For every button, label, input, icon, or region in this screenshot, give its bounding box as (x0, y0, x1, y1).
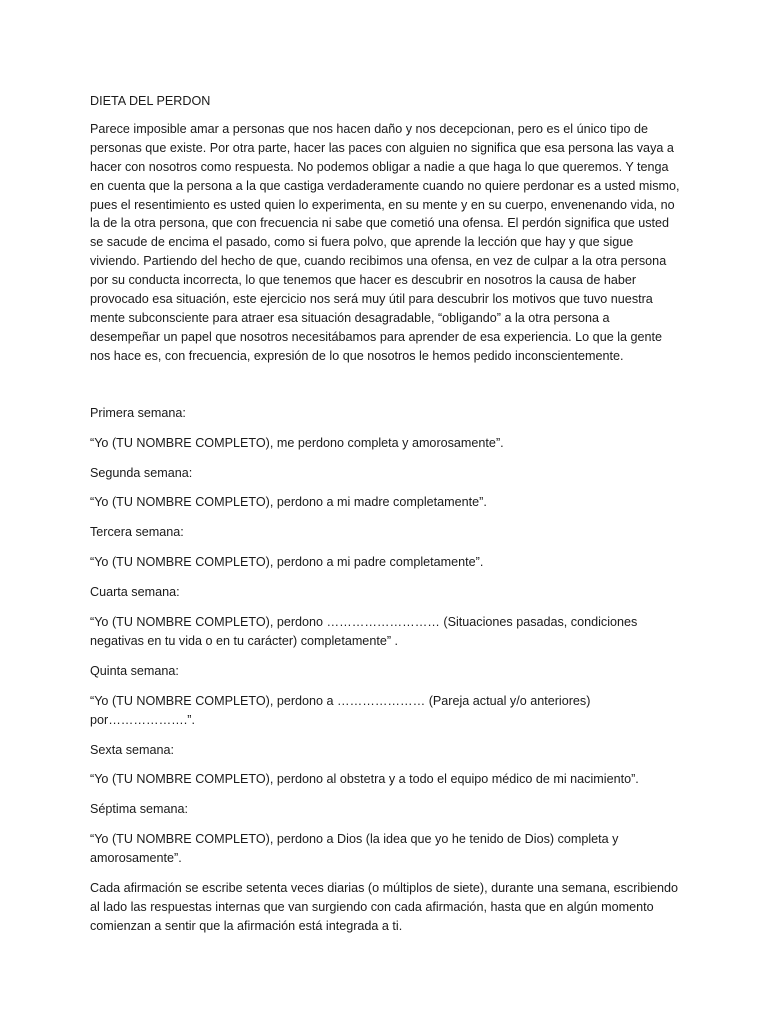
document-page (90, 92, 680, 936)
week-affirmation: “Yo (TU NOMBRE COMPLETO), perdono a mi padre completamente”. (90, 555, 484, 570)
weeks-list (90, 404, 680, 868)
week-label: Quinta semana: (90, 663, 179, 678)
week-6 (90, 741, 680, 790)
week-3 (90, 523, 680, 572)
week-5 (90, 662, 680, 730)
week-affirmation: “Yo (TU NOMBRE COMPLETO), perdono a Dios (la idea que yo he tenido de Dios) completa y amorosamente”. (90, 832, 619, 866)
week-affirmation: “Yo (TU NOMBRE COMPLETO), perdono al obstetra y a todo el equipo médico de mi nacimiento”. (90, 772, 639, 787)
week-label: Primera semana: (90, 405, 186, 420)
document-title: DIETA DEL PERDON (90, 94, 211, 108)
week-label: Sexta semana: (90, 742, 175, 757)
week-4 (90, 583, 680, 651)
intro-paragraph: Parece imposible amar a personas que nos hacen daño y nos decepcionan, pero es el único tipo de personas que existe. Por otra parte, hacer las paces con alguien no significa que esa persona las vaya a hacer con nosotros como respuesta. No podemos obligar a nadie a que haga lo que queremos. Y tenga en cuenta que la persona a la que castiga verdaderamente cuando no quiere perdonar es a usted mismo, pues el resentimiento es usted quien lo experimenta, en su mente y en su cuerpo, envenenando vida, no la de la otra persona, que con frecuencia ni sabe que cometió una ofensa. El perdón significa que usted se sacude de encima el pasado, como si fuera polvo, que aprende la lección que hay y que sigue viviendo. Partiendo del hecho de que, cuando recibimos una ofensa, en vez de culpar a la otra persona por su conducta incorrecta, lo que tenemos que hacer es descubrir en nosotros la causa de haber provocado esa situación, este ejercicio nos será muy útil para descubrir los motivos que tuvo nuestra mente subconsciente para atraer esa situación desagradable, “obligando” a la otra persona a desempeñar un papel que nosotros necesitábamos para aprender de esa experiencia. Lo que la gente nos hace es, con frecuencia, expresión de lo que nosotros le hemos pedido inconscientemente. (90, 121, 680, 363)
week-1 (90, 404, 680, 453)
week-affirmation: “Yo (TU NOMBRE COMPLETO), perdono ……………………… (Situaciones pasadas, condiciones negativas en tu vida o en tu carácter) completamente” . (90, 615, 638, 648)
week-label: Tercera semana: (90, 525, 184, 540)
week-2 (90, 464, 680, 513)
week-affirmation: “Yo (TU NOMBRE COMPLETO), perdono a ………………… (Pareja actual y/o anteriores) por……………….”. (90, 693, 591, 727)
week-affirmation: “Yo (TU NOMBRE COMPLETO), me perdono completa y amorosamente”. (90, 435, 504, 450)
week-affirmation: “Yo (TU NOMBRE COMPLETO), perdono a mi madre completamente”. (90, 495, 487, 510)
week-label: Séptima semana: (90, 802, 189, 817)
week-label: Cuarta semana: (90, 585, 180, 600)
closing-paragraph: Cada afirmación se escribe setenta veces diarias (o múltiplos de siete), durante una semana, escribiendo al lado las respuestas internas que van surgiendo con cada afirmación, hasta que en algún momento comienzan a sentir que la afirmación está integrada a ti. (90, 881, 679, 933)
week-label: Segunda semana: (90, 465, 193, 480)
week-7 (90, 800, 680, 868)
